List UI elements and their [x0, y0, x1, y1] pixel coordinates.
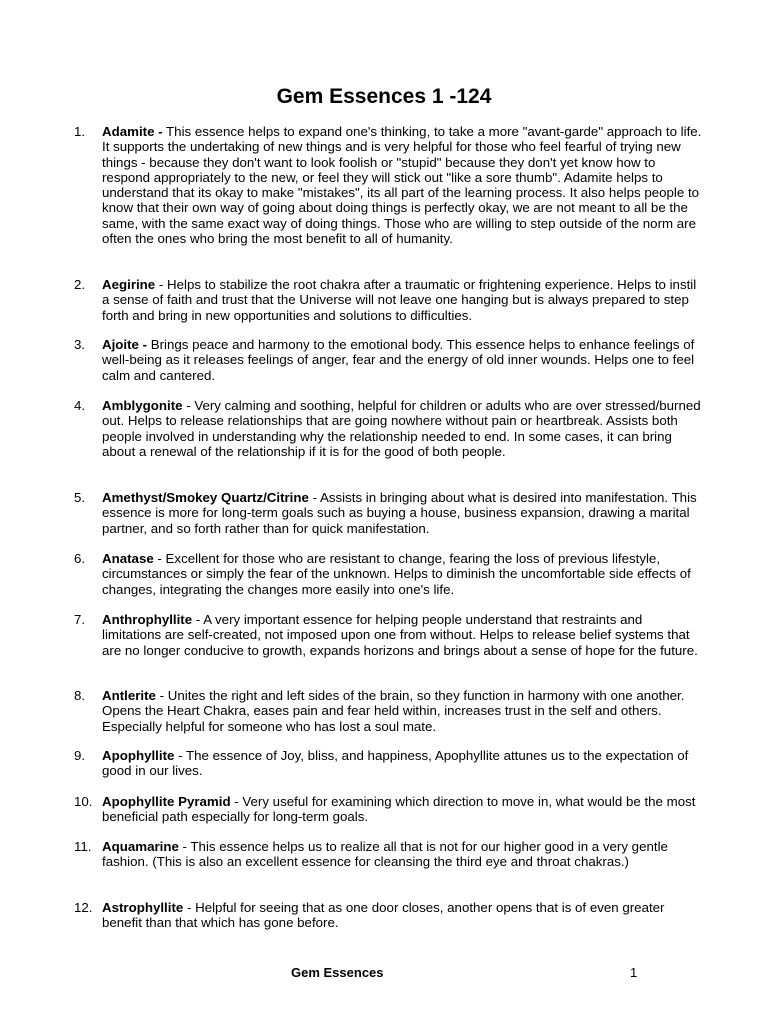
entry-body	[102, 277, 702, 323]
entry-text: Brings peace and harmony to the emotional body. This essence helps to enhance feelings of well-being as it releases feelings of anger, fear and the energy of old inner wounds. Helps one to feel calm and cantered.	[102, 337, 695, 383]
entry-body	[102, 337, 702, 383]
entry-item	[74, 839, 702, 870]
entry-item	[74, 490, 702, 536]
entry-body	[102, 490, 702, 536]
entry-text: - A very important essence for helping people understand that restraints and limitations are self-created, not imposed upon one from without. Helps to release belief systems that are no longer conducive to growth, expands horizons and brings about a sense of hope for the future.	[102, 612, 698, 658]
entry-number: 9.	[74, 748, 86, 763]
entry-text: - Excellent for those who are resistant to change, fearing the loss of previous lifestyle, circumstances or simply the fear of the unknown. Helps to diminish the uncomfortable side effects of changes, integrating the changes more easily into one's life.	[102, 551, 691, 597]
entry-body	[102, 748, 702, 779]
entry-text: This essence helps to expand one's thinking, to take a more "avant-garde" approach to life. It supports the undertaking of new things and is very helpful for those who feel fearful of trying new things - because they don't want to look foolish or "stupid" because they don't yet know how to respond appropriately to the new, or feel they will stick out "like a sore thumb". Adamite helps to understand that its okay to make "mistakes", its all part of the learning process. It also helps people to know that their own way of going about doing things is perfectly okay, we are not meant to all be the same, with the same exact way of doing things. Those who are willing to step outside of the norm are often the ones who bring the most benefit to all of humanity.	[102, 124, 702, 247]
entry-number: 6.	[74, 551, 86, 566]
entry-body	[102, 124, 702, 246]
entry-number: 12.	[74, 900, 93, 915]
entry-item	[74, 688, 702, 734]
entry-list	[74, 124, 702, 931]
document-title: Gem Essences 1 -124	[276, 85, 492, 108]
entry-text: - Very useful for examining which direction to move in, what would be the most beneficial path especially for long-term goals.	[102, 794, 696, 825]
entry-text: - The essence of Joy, bliss, and happiness, Apophyllite attunes us to the expectation of good in our lives.	[102, 748, 689, 779]
entry-body	[102, 398, 702, 459]
entry-body	[102, 612, 702, 658]
entry-name: Astrophyllite	[102, 900, 184, 915]
entry-item	[74, 551, 702, 597]
entry-text: - Assists in bringing about what is desired into manifestation. This essence is more for long-term goals such as buying a house, business expansion, drawing a marital partner, and so forth rather than for quick manifestation.	[102, 490, 697, 536]
entry-name: Anthrophyllite	[102, 612, 193, 627]
entry-item	[74, 748, 702, 779]
entry-number: 5.	[74, 490, 86, 505]
entry-text: - This essence helps us to realize all that is not for our higher good in a very gentle fashion. (This is also an excellent essence for cleansing the third eye and throat chakras.)	[102, 839, 668, 870]
entry-number: 4.	[74, 398, 86, 413]
entry-name: Aquamarine	[102, 839, 179, 854]
entry-name: Ajoite -	[102, 337, 148, 352]
entry-item	[74, 124, 702, 246]
entry-item	[74, 900, 702, 931]
entry-name: Apophyllite Pyramid	[102, 794, 231, 809]
entry-name: Anatase	[102, 551, 154, 566]
entry-text: - Helps to stabilize the root chakra after a traumatic or frightening experience. Helps to instil a sense of faith and trust that the Universe will not leave one hanging but is always prepared to step forth and bring in new opportunities and solutions to difficulties.	[102, 277, 697, 323]
entry-number: 8.	[74, 688, 86, 703]
entry-number: 1.	[74, 124, 86, 139]
entry-text: - Helpful for seeing that as one door closes, another opens that is of even greater benefit than that which has gone before.	[102, 900, 665, 931]
entry-body	[102, 900, 702, 931]
entry-body	[102, 839, 702, 870]
entry-name: Amethyst/Smokey Quartz/Citrine	[102, 490, 309, 505]
entry-body	[102, 551, 702, 597]
entry-name: Adamite -	[102, 124, 163, 139]
entry-number: 2.	[74, 277, 86, 292]
entry-item	[74, 398, 702, 459]
entry-body	[102, 794, 702, 825]
entry-number: 3.	[74, 337, 86, 352]
entry-name: Amblygonite	[102, 398, 183, 413]
entry-item	[74, 337, 702, 383]
entry-number: 10.	[74, 794, 93, 809]
entry-text: - Very calming and soothing, helpful for children or adults who are over stressed/burned out. Helps to release relationships that are going nowhere without pain or heartbreak. Assists both people involved in understanding why the relationship needed to end. In some cases, it can bring about a renewal of the relationship if it is for the good of both people.	[102, 398, 701, 459]
entry-name: Aegirine	[102, 277, 156, 292]
entry-body	[102, 688, 702, 734]
entry-name: Apophyllite	[102, 748, 175, 763]
page-number: 1	[630, 965, 638, 980]
entry-item	[74, 612, 702, 658]
entry-item	[74, 794, 702, 825]
entry-number: 11.	[74, 839, 92, 854]
entry-name: Antlerite	[102, 688, 156, 703]
footer-title: Gem Essences	[291, 965, 384, 980]
entry-number: 7.	[74, 612, 86, 627]
entry-text: - Unites the right and left sides of the brain, so they function in harmony with one another. Opens the Heart Chakra, eases pain and fear held within, increases trust in the self and others. Especially helpful for someone who has lost a soul mate.	[102, 688, 685, 734]
entry-item	[74, 277, 702, 323]
